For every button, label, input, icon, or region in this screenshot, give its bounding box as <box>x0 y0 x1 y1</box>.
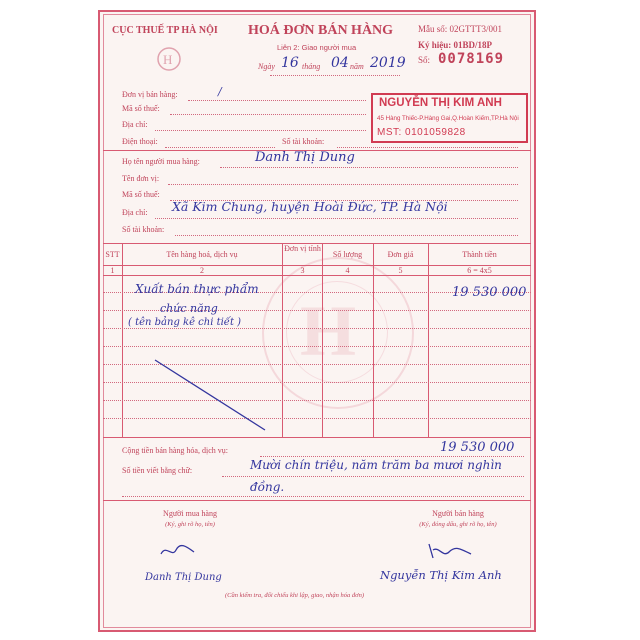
invoice-title: HOÁ ĐƠN BÁN HÀNG <box>248 23 394 38</box>
date-label-year: năm <box>350 62 364 71</box>
watermark-letter: H <box>300 291 357 371</box>
num-col-1: 1 <box>110 266 115 275</box>
seller-sign-title: Người bán hàng <box>432 509 484 518</box>
tax-authority: CỤC THUẾ TP HÀ NỘI <box>112 25 218 36</box>
buyer-name-value: Danh Thị Dung <box>255 150 355 165</box>
buyer-tax-label: Mã số thuế: <box>122 190 160 199</box>
item-line-1: Xuất bán thực phẩm <box>135 282 259 296</box>
void-diagonal-line <box>150 355 270 435</box>
num-col-2: 2 <box>200 266 204 275</box>
item-line-2: chức năng <box>160 302 218 315</box>
buyer-unit-label: Tên đơn vị: <box>122 174 160 183</box>
table-numbering-divider <box>103 275 531 276</box>
table-row-line-4 <box>103 346 531 347</box>
emblem-icon <box>156 44 182 74</box>
words-dots-1 <box>222 476 524 477</box>
item-amount: 19 530 000 <box>452 285 527 300</box>
seller-unit-dots <box>188 100 366 101</box>
seller-account-dots <box>337 147 518 148</box>
header-amount: Thành tiền <box>462 250 497 259</box>
date-day: 16 <box>281 55 299 71</box>
num-col-5: 5 <box>398 266 403 275</box>
table-bottom-border <box>103 437 531 438</box>
total-value: 19 530 000 <box>440 440 515 455</box>
buyer-unit-dots <box>168 184 518 185</box>
total-label: Cộng tiền bán hàng hóa, dịch vụ: <box>122 446 228 455</box>
words-dots-2 <box>122 496 524 497</box>
seller-signature-mark <box>425 540 475 564</box>
buyer-account-label: Số tài khoản: <box>122 225 165 234</box>
header-item-name: Tên hàng hoá, dịch vụ <box>166 250 238 259</box>
date-label-month: tháng <box>302 62 321 71</box>
seller-address-label: Địa chỉ: <box>122 120 148 129</box>
form-number: Mẫu số: 02GTTT3/001 <box>418 24 502 34</box>
buyer-address-dots <box>155 218 518 219</box>
date-month: 04 <box>331 55 349 71</box>
buyer-account-dots <box>175 235 518 236</box>
total-dots <box>260 456 524 457</box>
buyer-address-label: Địa chỉ: <box>122 208 148 217</box>
date-year: 2019 <box>370 55 406 71</box>
num-col-3: 3 <box>300 266 305 275</box>
buyer-sign-note: (Ký, ghi rõ họ, tên) <box>165 521 215 528</box>
invoice-symbol: Ký hiệu: 01BD/18P <box>418 40 493 50</box>
footer-note: (Cần kiểm tra, đối chiếu khi lập, giao, nhận hóa đơn) <box>225 592 365 599</box>
seller-address-dots <box>155 130 366 131</box>
header-quantity: Số lượng <box>332 250 363 259</box>
stamp-name: NGUYỄN THỊ KIM ANH <box>379 97 502 109</box>
header-unit: Đơn vị tính <box>284 244 321 253</box>
seller-unit-value: / <box>218 85 222 98</box>
words-label: Số tiền viết bằng chữ: <box>122 466 193 475</box>
words-line-2: đồng. <box>250 480 285 494</box>
copy-label: Liên 2: Giao người mua <box>277 43 357 52</box>
date-dots <box>270 75 400 76</box>
buyer-sign-name: Danh Thị Dung <box>145 572 222 583</box>
invoice-number-label: Số: <box>418 55 431 65</box>
item-line-3: ( tên bảng kê chi tiết ) <box>128 317 242 328</box>
seller-stamp <box>371 93 528 143</box>
buyer-name-dots <box>220 167 518 168</box>
header-unit-price: Đơn giá <box>387 250 414 259</box>
invoice-number: 0078169 <box>438 51 505 67</box>
seller-unit-label: Đơn vị bán hàng: <box>122 90 178 99</box>
seller-tax-dots <box>170 114 366 115</box>
stamp-address: 45 Hàng Thiếc-P.Hàng Gai,Q.Hoàn Kiếm,TP.Hà Nội <box>377 115 519 122</box>
stamp-mst: MST: 0101059828 <box>377 127 466 138</box>
buyer-sign-title: Người mua hàng <box>163 509 217 518</box>
seller-account-label: Số tài khoản: <box>282 137 325 146</box>
seller-phone-label: Điện thoại: <box>122 137 158 146</box>
buyer-signature-mark <box>158 540 198 562</box>
signature-divider <box>103 500 531 501</box>
buyer-address-value: Xã Kim Chung, huyện Hoài Đức, TP. Hà Nội <box>172 199 448 214</box>
seller-phone-dots <box>165 147 275 148</box>
svg-text:H: H <box>163 52 173 67</box>
seller-sign-note: (Ký, đóng dấu, ghi rõ họ, tên) <box>419 521 497 528</box>
seller-tax-label: Mã số thuế: <box>122 104 160 113</box>
buyer-name-label: Họ tên người mua hàng: <box>122 157 200 166</box>
header-stt: STT <box>105 250 120 259</box>
table-row-line-3 <box>103 328 531 329</box>
seller-sign-name: Nguyễn Thị Kim Anh <box>380 568 502 582</box>
date-label-day: Ngày <box>258 62 275 71</box>
num-col-6: 6 = 4x5 <box>467 266 492 275</box>
num-col-4: 4 <box>345 266 350 275</box>
words-line-1: Mười chín triệu, năm trăm ba mươi nghìn <box>250 458 502 472</box>
